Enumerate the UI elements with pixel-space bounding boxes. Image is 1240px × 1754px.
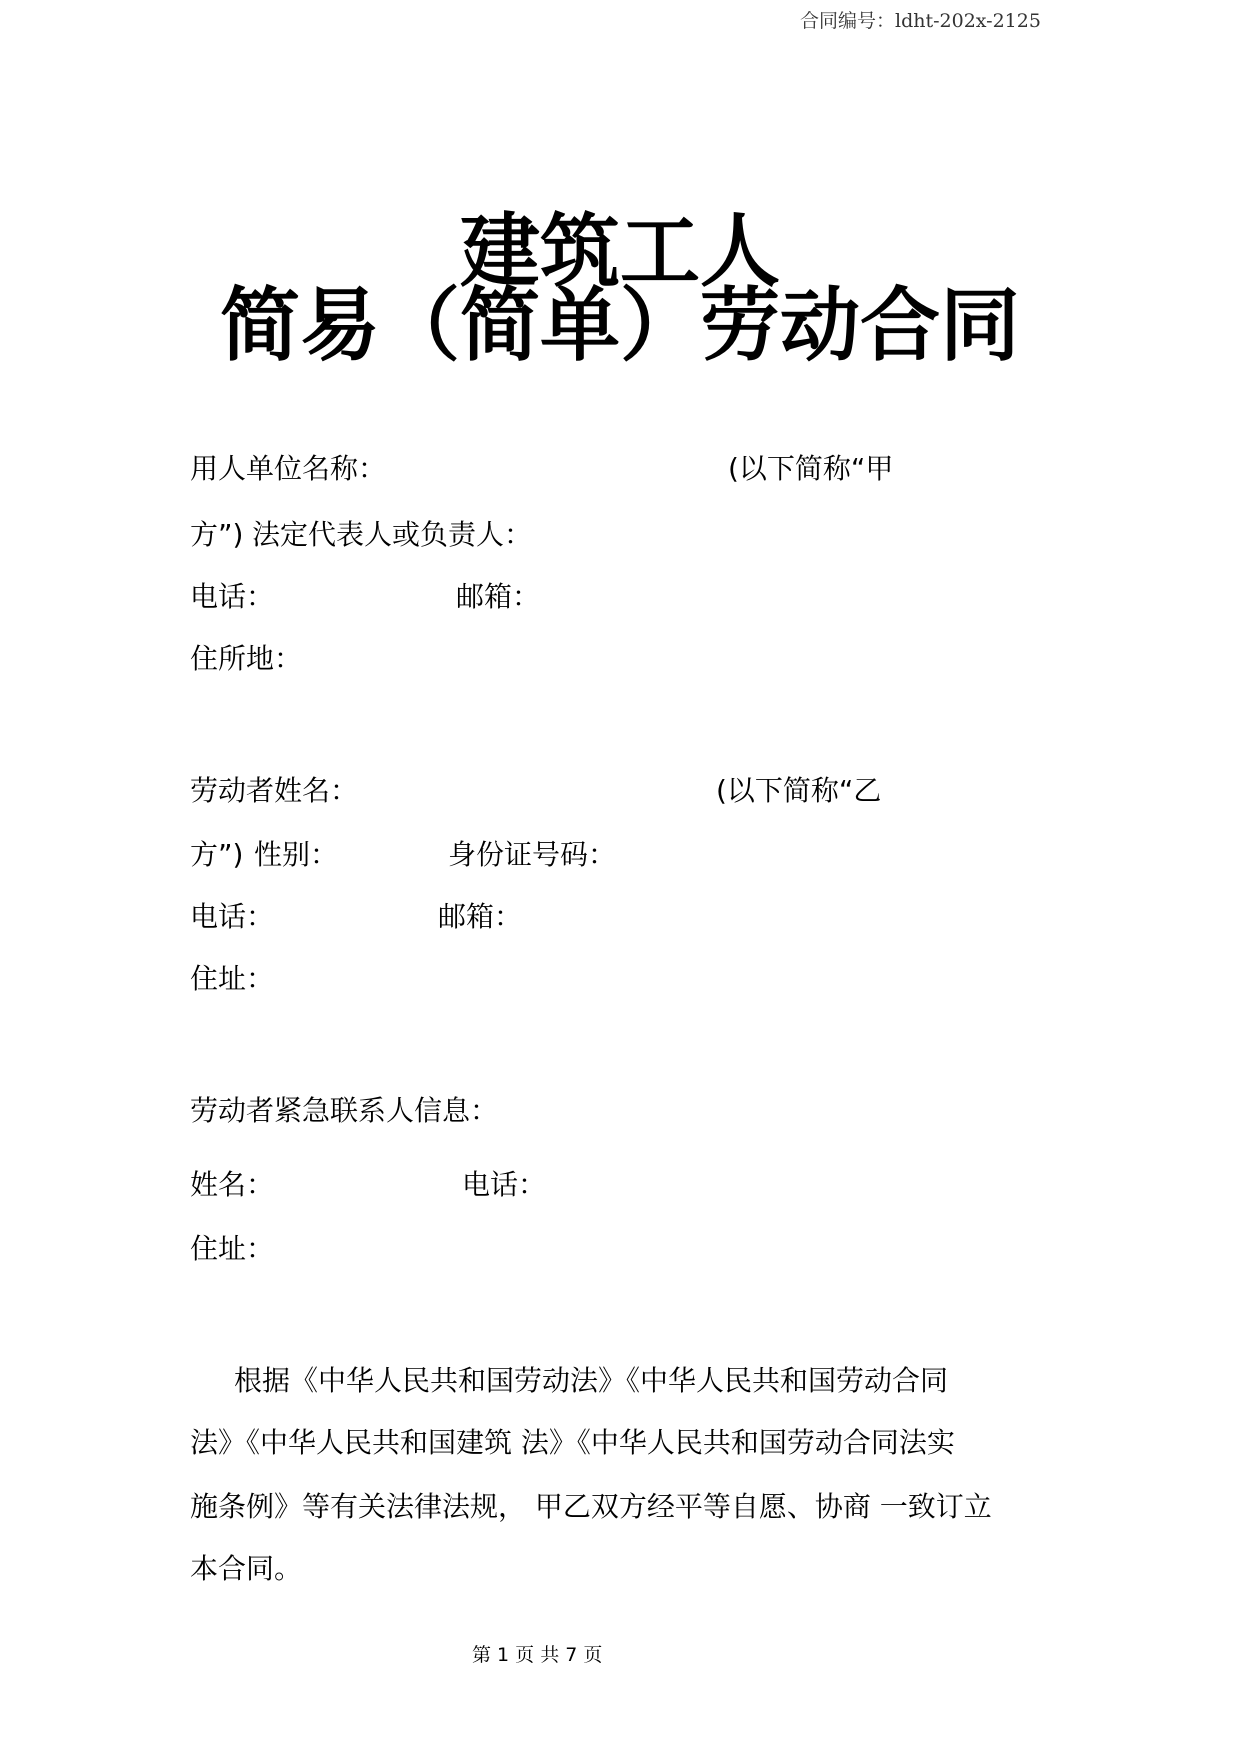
contract-number: 合同编号：ldht-202x-2125: [800, 10, 1041, 32]
employer-phone-label: 电话：: [190, 580, 275, 613]
document-title-line-2: 简易（简单）劳动合同: [220, 279, 1020, 372]
emergency-contact-heading: 劳动者紧急联系人信息：: [190, 1094, 499, 1127]
worker-address-label: 住址：: [190, 962, 275, 995]
worker-abbreviation-open: (以下简称“乙: [716, 774, 882, 807]
employer-name-label: 用人单位名称：: [190, 452, 387, 485]
worker-phone-label: 电话：: [190, 900, 275, 933]
body-paragraph-line-1: 根据《中华人民共和国劳动法》《中华人民共和国劳动合同: [234, 1364, 949, 1397]
emergency-name-label: 姓名：: [190, 1168, 275, 1201]
employer-email-label: 邮箱：: [456, 580, 541, 613]
employer-abbreviation-close: 方”): [190, 518, 244, 551]
employer-address-label: 住所地：: [190, 642, 303, 675]
worker-gender-label: 性别：: [254, 838, 339, 871]
worker-email-label: 邮箱：: [438, 900, 523, 933]
document-title-line-1: 建筑工人: [460, 205, 780, 298]
body-paragraph-line-4: 本合同。: [190, 1552, 303, 1585]
worker-id-label: 身份证号码：: [448, 838, 617, 871]
emergency-phone-label: 电话：: [462, 1168, 547, 1201]
page-number: 第 1 页 共 7 页: [472, 1644, 603, 1666]
employer-abbreviation-open: (以下简称“甲: [728, 452, 894, 485]
body-paragraph-line-3: 施条例》等有关法律法规， 甲乙双方经平等自愿、协商 一致订立: [190, 1490, 992, 1523]
emergency-address-label: 住址：: [190, 1232, 275, 1265]
body-paragraph-line-2: 法》《中华人民共和国建筑 法》《中华人民共和国劳动合同法实: [190, 1426, 955, 1459]
employer-representative-label: 法定代表人或负责人：: [252, 518, 533, 551]
worker-name-label: 劳动者姓名：: [190, 774, 359, 807]
worker-abbreviation-close: 方”): [190, 838, 244, 871]
